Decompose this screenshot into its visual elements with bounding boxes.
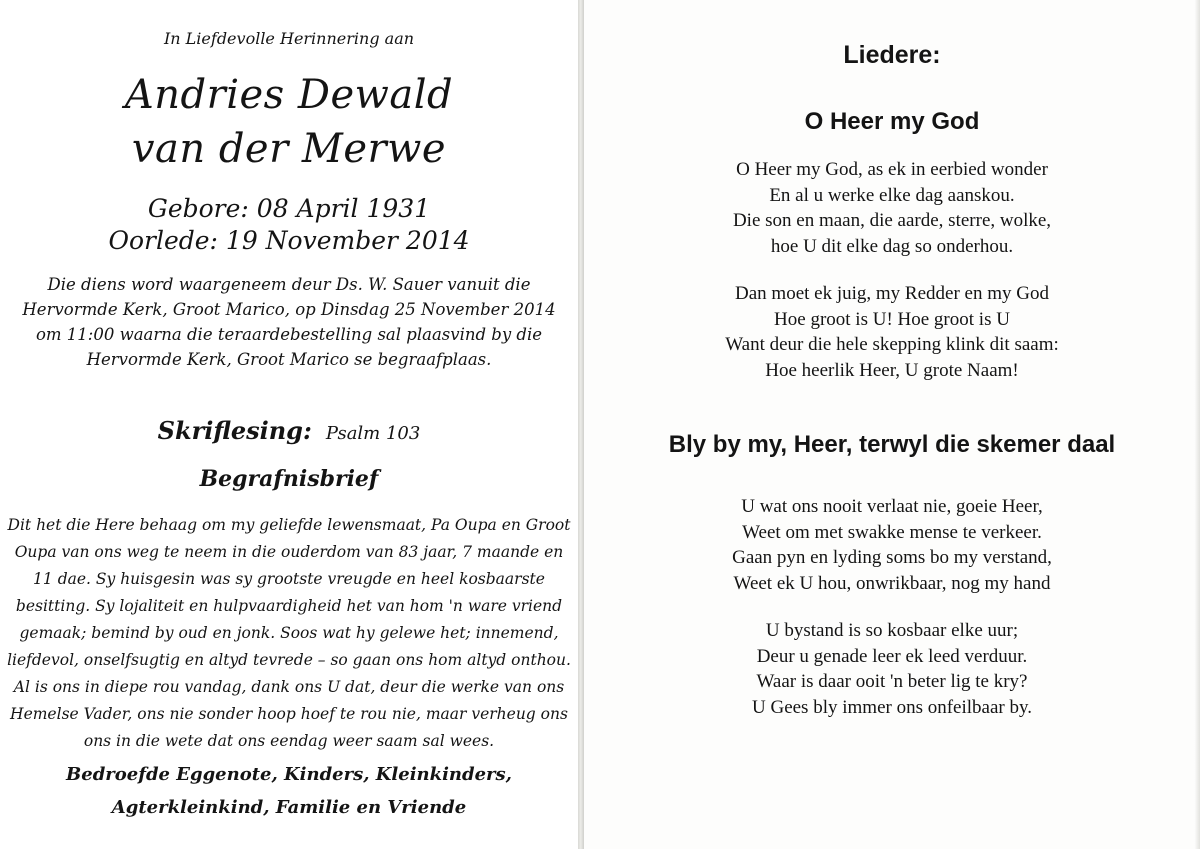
deceased-name-line2: van der Merwe [131,126,447,172]
scripture-label: Skriflesing: [157,416,312,445]
scripture-reading [0,416,578,445]
right-page [584,0,1200,849]
lyric-line: Weet ek U hou, onwrikbaar, nog my hand [733,572,1051,594]
lyric-line: O Heer my God, as ek in eerbied wonder [736,159,1048,180]
page-edge [1194,0,1200,849]
song1-verse2 [584,281,1200,383]
song2-title: Bly by my, Heer, terwyl die skemer daal [668,431,1116,458]
lyric-line: Gaan pyn en lyding soms bo my verstand, [732,547,1052,568]
lyric-line: hoe U dit elke dag so onderhou. [770,235,1014,257]
left-page [0,0,578,849]
letter-body: Dit het die Here behaag om my geliefde lewensmaat, Pa Oupa en Groot Oupa van ons weg te neem in die ouderdom van 83 jaar, 7 maande en 11 dae. Sy huisgesin was sy grootste vreugde en heel kosbaarste besitting. Sy lojaliteit en hulpvaardigheid het van hom 'n ware vriend gemaak; bemind by oud en jonk. Soos wat hy gelewe het; innemend, liefdevol, onselfsugtig en altyd tevrede – so gaan ons hom altyd onthou. Al is ons in diepe rou vandag, dank ons U dat, deur die werke van ons Hemelse Vader, ons nie sonder hoop hoef te rou nie, maar verheug ons ons in die wete dat ons eendag weer saam sal wees. [7,516,571,750]
lyric-line: U Gees bly immer ons onfeilbaar by. [752,696,1032,718]
scripture-value: Psalm 103 [325,423,421,444]
lyric-line: Deur u genade leer ek leed verduur. [756,645,1028,667]
songs-heading: Liedere: [843,41,941,69]
lyric-line: Die son en maan, die aarde, sterre, wolke, [732,210,1052,231]
birth-date: Gebore: 08 April 1931 [147,194,431,223]
lyric-line: Weet om met swakke mense te verkeer. [742,521,1042,543]
lyric-line: Hoe groot is U! Hoe groot is U [774,308,1010,330]
death-date: Oorlede: 19 November 2014 [108,226,470,255]
lyric-line: Want deur die hele skepping klink dit saam: [725,334,1059,355]
lyric-line: Dan moet ek juig, my Redder en my God [735,283,1049,304]
service-details: Die diens word waargeneem deur Ds. W. Sauer vanuit die Hervormde Kerk, Groot Marico, op Dinsdag 25 November 2014 om 11:00 waarna die teraardebestelling sal plaasvind by die Hervormde Kerk, Groot Marico se begraafplaas. [22,275,556,369]
lyric-line: U wat ons nooit verlaat nie, goeie Heer, [741,496,1043,517]
lyric-line: Waar is daar ooit 'n beter lig te kry? [756,671,1028,692]
signoff-line2: Agterkleinkind, Familie en Vriende [111,797,467,818]
letter-heading: Begrafnisbrief [199,466,379,492]
song1-verse1 [584,157,1200,259]
lyric-line: En al u werke elke dag aanskou. [769,184,1015,206]
signoff-line1: Bedroefde Eggenote, Kinders, Kleinkinders, [66,764,512,785]
lyric-line: Hoe heerlik Heer, U grote Naam! [765,359,1019,381]
song2-verse1 [584,494,1200,596]
song2-verse2 [584,618,1200,720]
song1-title: O Heer my God [804,108,980,135]
lyric-line: U bystand is so kosbaar elke uur; [765,620,1019,641]
deceased-name-line1: Andries Dewald [124,72,454,118]
intro-line: In Liefdevolle Herinnering aan [163,29,415,48]
